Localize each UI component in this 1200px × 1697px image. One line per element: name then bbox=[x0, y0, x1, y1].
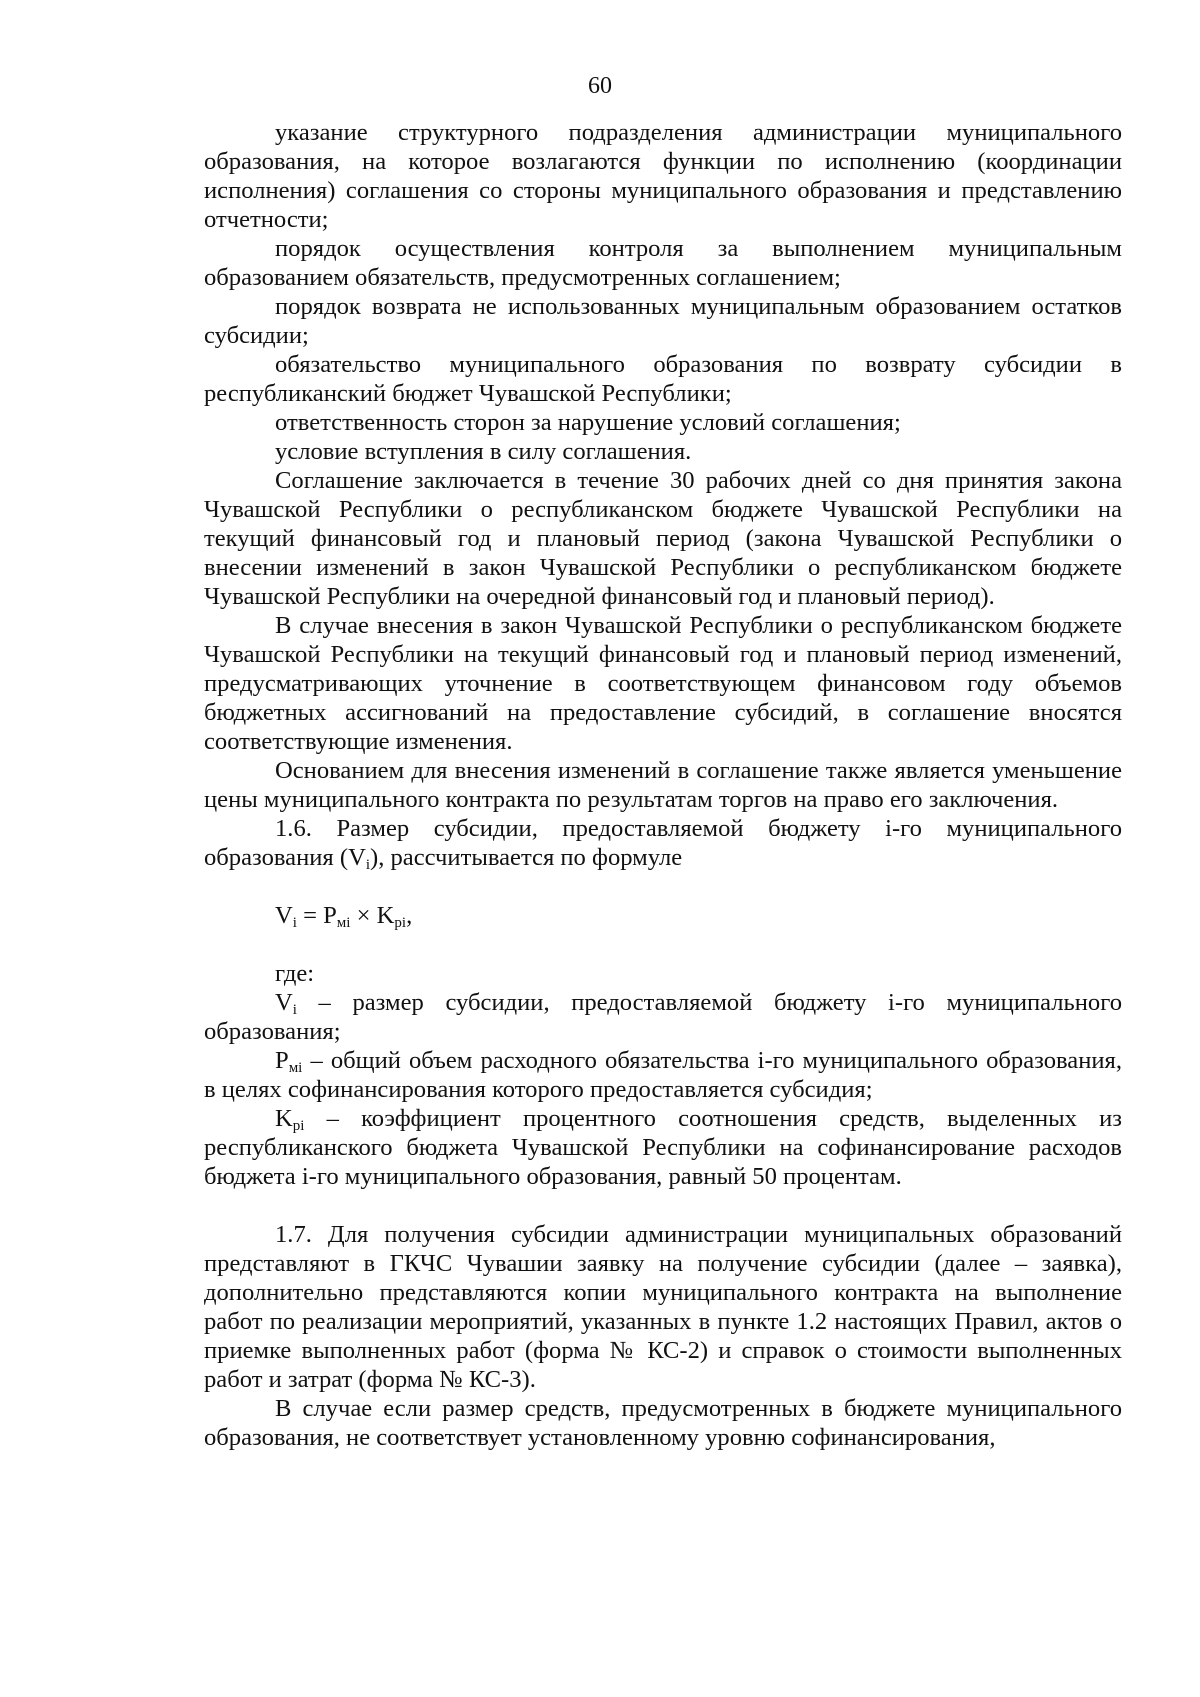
paragraph-cofinancing-mismatch: В случае если размер средств, предусмотренных в бюджете муниципального образования, не соответствует установленному уровню софинансирования, bbox=[204, 1395, 1122, 1451]
definition-p bbox=[204, 1046, 1122, 1104]
page-number: 60 bbox=[588, 73, 612, 99]
definition-k-subscript: pi bbox=[292, 1118, 305, 1134]
definition-p-subscript: мi bbox=[288, 1060, 303, 1076]
paragraph-amendment-grounds: Основанием для внесения изменений в соглашение также является уменьшение цены муниципального контракта по результатам торгов на право его заключения. bbox=[204, 757, 1122, 813]
definition-v-text: – размер субсидии, предоставляемой бюджету i-го муниципального образования; bbox=[204, 989, 1122, 1045]
paragraph-section-1-7: 1.7. Для получения субсидии администрации муниципальных образований представляют в ГКЧС Чувашии заявку на получение субсидии (далее – заявка), дополнительно представляются копии муниципального контракта на выполнение работ по реализации мероприятий, указанных в пункте 1.2 настоящих Правил, актов о приемке выполненных работ (форма № КС-2) и справок о стоимости выполненных работ и затрат (форма № КС-3). bbox=[204, 1221, 1122, 1393]
paragraph-control-procedure: порядок осуществления контроля за выполнением муниципальным образованием обязательств, предусмотренных соглашением; bbox=[204, 235, 1122, 291]
definition-k-text: – коэффициент процентного соотношения средств, выделенных из республиканского бюджета Чувашской Республики на софинансирование расходов бюджета i-го муниципального образования, равный 50 процентам. bbox=[204, 1105, 1122, 1190]
formula-k-subscript: pi bbox=[394, 915, 407, 931]
paragraph-responsibility: ответственность сторон за нарушение условий соглашения; bbox=[275, 409, 901, 436]
paragraph-gap bbox=[204, 1191, 1122, 1220]
section-1-6-text: 1.6. Размер субсидии, предоставляемой бюджету i-го муниципального образования (V bbox=[204, 815, 1122, 871]
formula-p-subscript: мi bbox=[336, 915, 351, 931]
section-1-6-text-end: ), рассчитывается по формуле bbox=[370, 844, 683, 871]
definition-v-symbol: V bbox=[275, 989, 293, 1016]
formula bbox=[204, 901, 1122, 930]
paragraph-law-amendments: В случае внесения в закон Чувашской Республики о республиканском бюджете Чувашской Республики на текущий финансовый год и плановый период изменений, предусматривающих уточнение в соответствующем финансовом году объемов бюджетных ассигнований на предоставление субсидий, в соглашение вносятся соответствующие изменения. bbox=[204, 612, 1122, 755]
definition-v bbox=[204, 988, 1122, 1046]
paragraph-where: где: bbox=[275, 960, 315, 987]
formula-tail: , bbox=[406, 902, 413, 929]
paragraph-return-obligation: обязательство муниципального образования по возврату субсидии в республиканский бюджет Чувашской Республики; bbox=[204, 351, 1122, 407]
document-body bbox=[204, 118, 1122, 1452]
definition-p-text: – общий объем расходного обязательства i-го муниципального образования, в целях софинансирования которого предоставляется субсидия; bbox=[204, 1047, 1122, 1103]
definition-k-symbol: K bbox=[275, 1105, 293, 1132]
definition-p-symbol: P bbox=[275, 1047, 289, 1074]
subscript: i bbox=[365, 857, 371, 873]
formula-v: V bbox=[275, 902, 293, 929]
definition-v-subscript: i bbox=[292, 1002, 297, 1018]
definition-k bbox=[204, 1104, 1122, 1191]
paragraph-section-1-6 bbox=[204, 814, 1122, 872]
formula-equals: = P bbox=[296, 902, 337, 929]
paragraph-agreement-term: Соглашение заключается в течение 30 рабочих дней со дня принятия закона Чувашской Республики о республиканском бюджете Чувашской Республики на текущий финансовый год и плановый период (закона Чувашской Республики о внесении изменений в закон Чувашской Республики о республиканском бюджете Чувашской Республики на очередной финансовый год и плановый период). bbox=[204, 467, 1122, 610]
paragraph-entry-into-force: условие вступления в силу соглашения. bbox=[275, 438, 692, 465]
paragraph-structural-unit: указание структурного подразделения администрации муниципального образования, на которое возлагаются функции по исполнению (координации исполнения) соглашения со стороны муниципального образования и представлению отчетности; bbox=[204, 119, 1122, 233]
formula-v-subscript: i bbox=[292, 915, 297, 931]
paragraph-return-procedure: порядок возврата не использованных муниципальным образованием остатков субсидии; bbox=[204, 293, 1122, 349]
formula-times: × K bbox=[350, 902, 395, 929]
